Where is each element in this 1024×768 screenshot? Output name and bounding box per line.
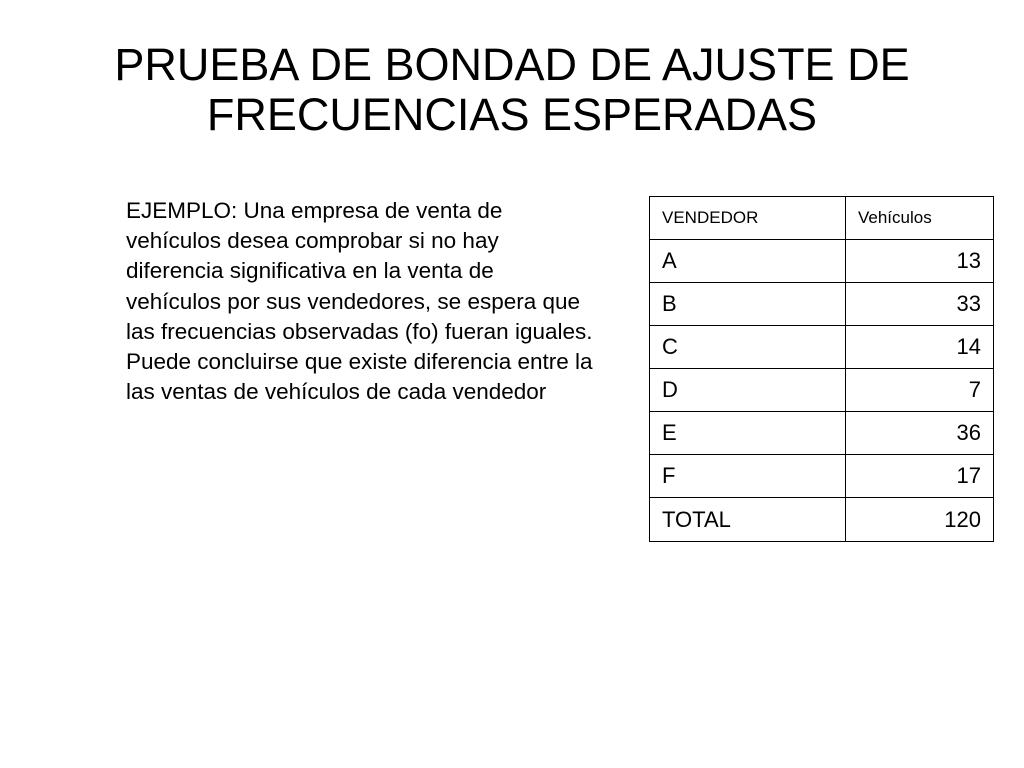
table-row [650,455,994,498]
table-total-row [650,498,994,542]
vehicles-cell: 17 [846,455,994,498]
total-label: TOTAL [650,498,846,542]
example-text: EJEMPLO: Una empresa de venta de vehículos desea comprobar si no hay diferencia significativa en la venta de vehículos por sus vendedores, se espera que las frecuencias observadas (fo) fueran iguales. Puede concluirse que existe diferencia entre la las ventas de vehículos de cada vendedor [126,198,593,405]
table-row [650,240,994,283]
slide-title [40,40,984,140]
header-vehicles: Vehículos [846,197,994,240]
seller-cell: B [650,283,846,326]
vehicles-cell: 7 [846,369,994,412]
seller-cell: A [650,240,846,283]
title-line-1: PRUEBA DE BONDAD DE AJUSTE DE [114,39,910,90]
table-row [650,283,994,326]
table-row [650,412,994,455]
seller-cell: F [650,455,846,498]
vehicles-cell: 33 [846,283,994,326]
table-row [650,326,994,369]
vehicles-cell: 36 [846,412,994,455]
seller-cell: E [650,412,846,455]
header-seller: VENDEDOR [650,197,846,240]
table-row [650,369,994,412]
seller-cell: C [650,326,846,369]
total-value: 120 [846,498,994,542]
table-header-row [650,197,994,240]
seller-cell: D [650,369,846,412]
sales-table [649,196,994,542]
title-line-2: FRECUENCIAS ESPERADAS [206,89,818,140]
vehicles-cell: 14 [846,326,994,369]
vehicles-cell: 13 [846,240,994,283]
